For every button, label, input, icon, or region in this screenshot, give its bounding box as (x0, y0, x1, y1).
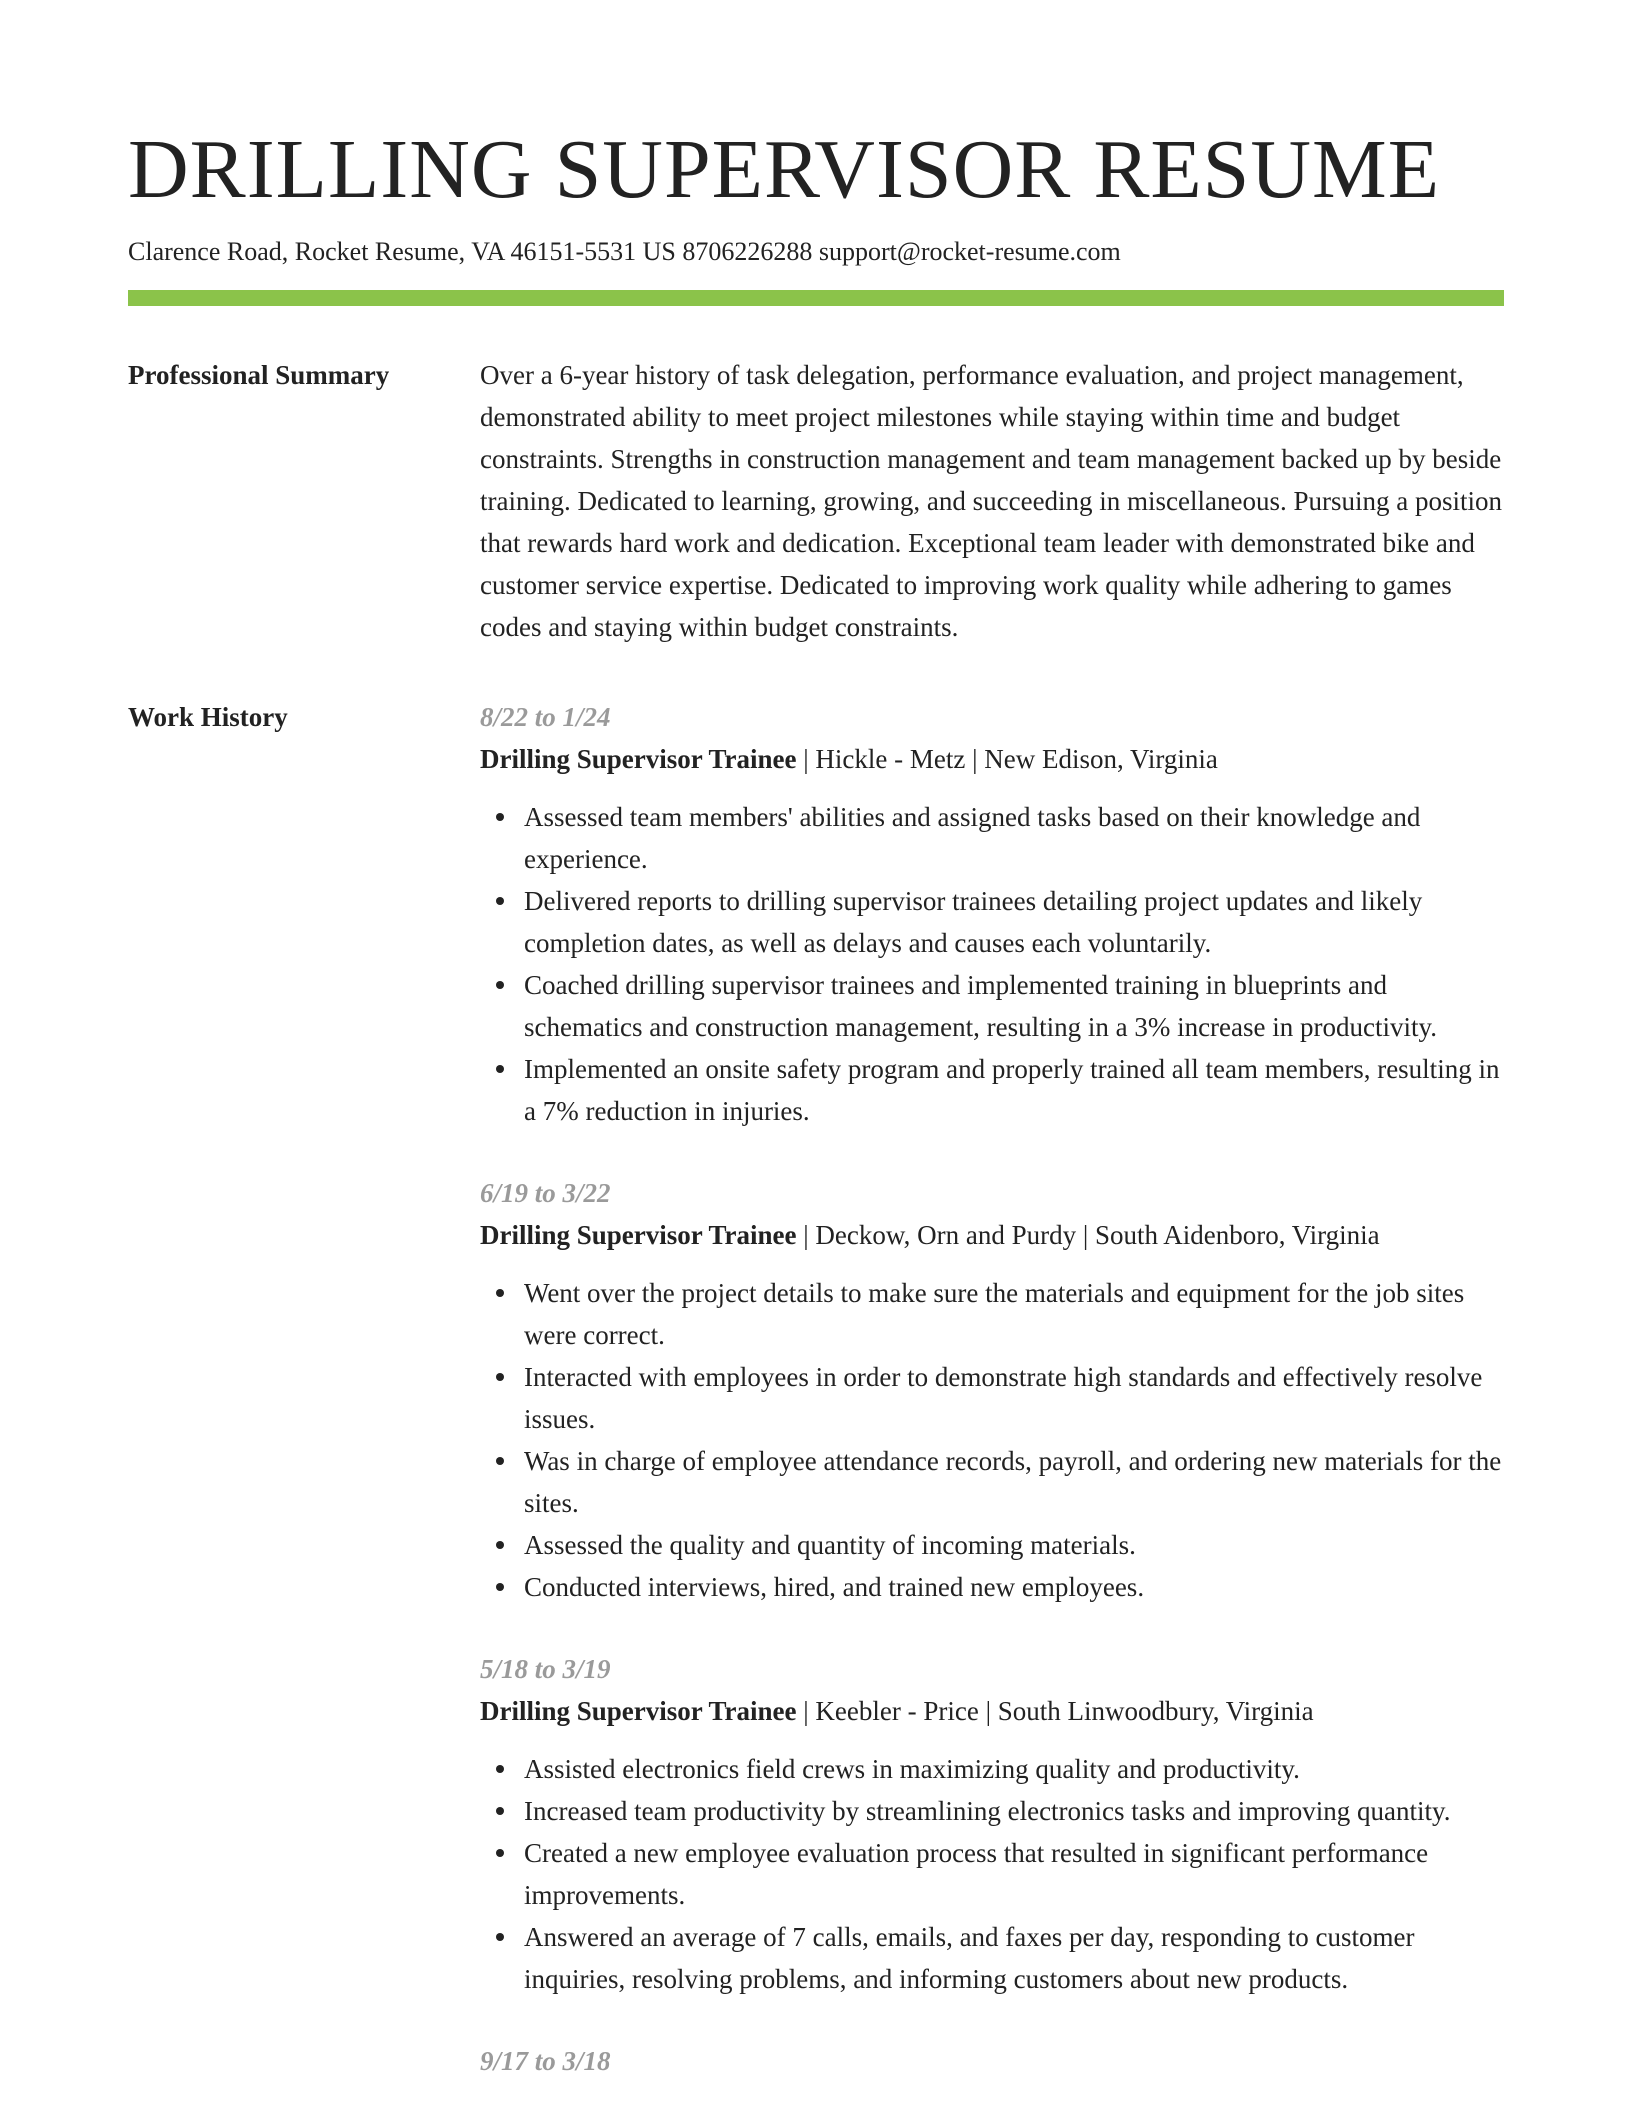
job-location: | South Linwoodbury, Virginia (979, 1696, 1314, 1726)
job-company: | Hickle - Metz (797, 744, 966, 774)
job-entry (480, 1172, 1504, 1608)
job-heading (480, 738, 1504, 780)
job-bullet: Interacted with employees in order to demonstrate high standards and effectively resolve issues. (524, 1356, 1504, 1440)
job-bullet: Conducted interviews, hired, and trained new employees. (524, 1566, 1504, 1608)
job-bullet: Was in charge of employee attendance records, payroll, and ordering new materials for the sites. (524, 1440, 1504, 1524)
header-divider (128, 290, 1504, 306)
job-heading (480, 1690, 1504, 1732)
job-entry (480, 2040, 1504, 2082)
job-bullet: Coached drilling supervisor trainees and implemented training in blueprints and schematics and construction management, resulting in a 3% increase in productivity. (524, 964, 1504, 1048)
summary-section (128, 354, 1504, 648)
job-bullet: Went over the project details to make sure the materials and equipment for the job sites were correct. (524, 1272, 1504, 1356)
job-title: Drilling Supervisor Trainee (480, 1696, 797, 1726)
job-entry (480, 1648, 1504, 2000)
work-history-label: Work History (128, 702, 288, 732)
job-heading (480, 1214, 1504, 1256)
job-bullet: Answered an average of 7 calls, emails, and faxes per day, responding to customer inquiries, resolving problems, and informing customers about new products. (524, 1916, 1504, 2000)
job-bullet: Assessed team members' abilities and assigned tasks based on their knowledge and experience. (524, 796, 1504, 880)
summary-text: Over a 6-year history of task delegation, performance evaluation, and project management, demonstrated ability to meet project milestones while staying within time and budget constraints. Strengths in construction management and team management backed up by beside training. Dedicated to learning, growing, and succeeding in miscellaneous. Pursuing a position that rewards hard work and dedication. Exceptional team leader with demonstrated bike and customer service expertise. Dedicated to improving work quality while adhering to games codes and staying within budget constraints. (480, 360, 1503, 642)
job-company: | Deckow, Orn and Purdy (797, 1220, 1077, 1250)
contact-address: Clarence Road, Rocket Resume, VA 46151-5531 US (128, 237, 676, 266)
job-dates: 9/17 to 3/18 (480, 2046, 611, 2076)
job-title: Drilling Supervisor Trainee (480, 1220, 797, 1250)
contact-phone: 8706226288 (682, 237, 813, 266)
job-bullet: Created a new employee evaluation process that resulted in significant performance improvements. (524, 1832, 1504, 1916)
job-bullet: Increased team productivity by streamlining electronics tasks and improving quantity. (524, 1790, 1504, 1832)
job-bullet-list (480, 796, 1504, 1132)
job-bullet: Delivered reports to drilling supervisor trainees detailing project updates and likely completion dates, as well as delays and causes each voluntarily. (524, 880, 1504, 964)
job-bullet: Assessed the quality and quantity of incoming materials. (524, 1524, 1504, 1566)
resume-page (128, 118, 1504, 2122)
job-company: | Keebler - Price (797, 1696, 979, 1726)
job-location: | South Aidenboro, Virginia (1076, 1220, 1380, 1250)
job-dates: 6/19 to 3/22 (480, 1178, 611, 1208)
contact-line (128, 234, 1504, 270)
job-bullet: Assisted electronics field crews in maximizing quality and productivity. (524, 1748, 1504, 1790)
job-title: Drilling Supervisor Trainee (480, 744, 797, 774)
job-entry (480, 696, 1504, 1132)
work-history-section (128, 696, 1504, 2082)
summary-label: Professional Summary (128, 360, 390, 390)
contact-email: support@rocket-resume.com (818, 237, 1121, 266)
job-bullet: Implemented an onsite safety program and properly trained all team members, resulting in a 7% reduction in injuries. (524, 1048, 1504, 1132)
job-bullet-list (480, 1748, 1504, 2000)
job-bullet-list (480, 1272, 1504, 1608)
work-history-list (480, 696, 1504, 2082)
job-dates: 5/18 to 3/19 (480, 1654, 611, 1684)
resume-title: DRILLING SUPERVISOR RESUME (128, 123, 1441, 216)
job-dates: 8/22 to 1/24 (480, 702, 611, 732)
job-location: | New Edison, Virginia (965, 744, 1218, 774)
